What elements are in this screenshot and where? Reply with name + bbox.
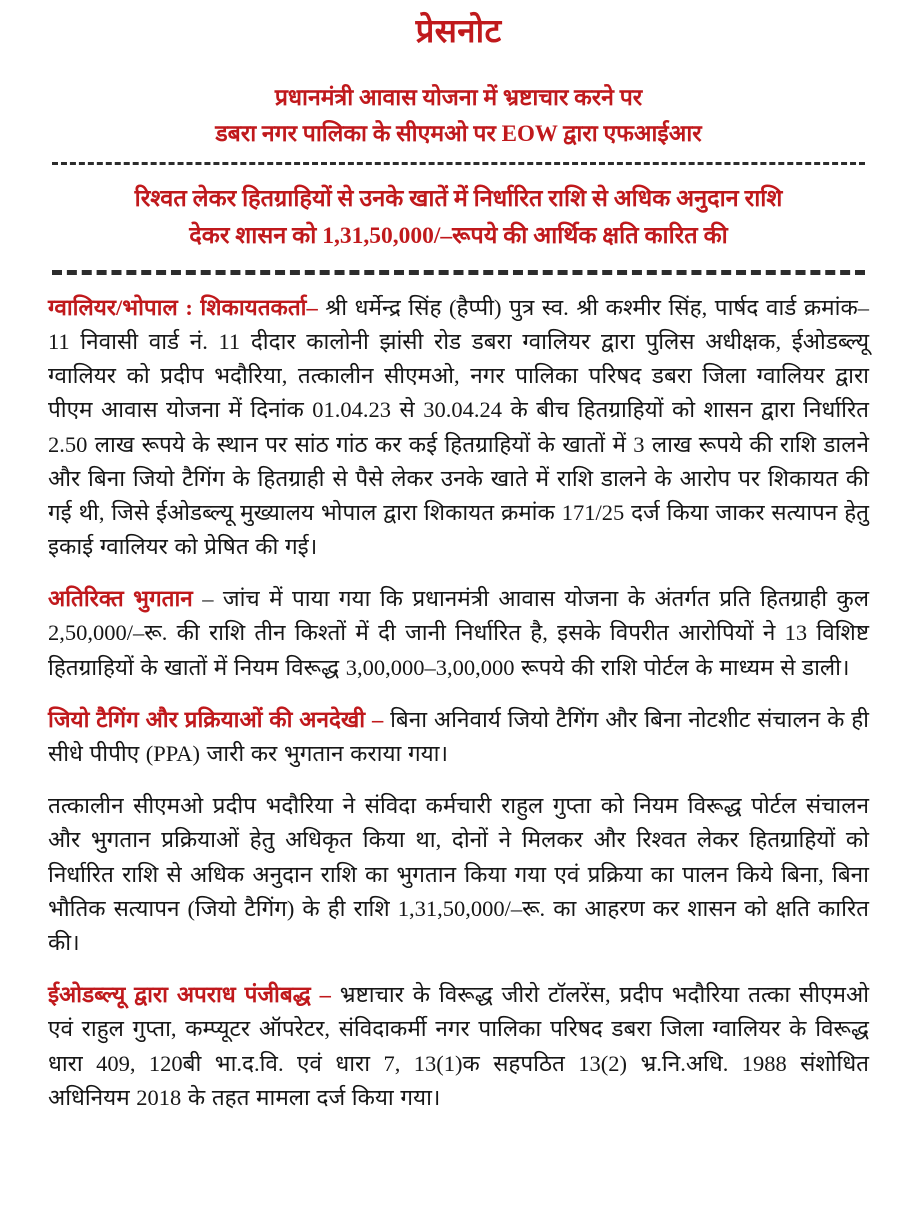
paragraph-complaint-text: श्री धर्मेन्द्र सिंह (हैप्पी) पुत्र स्व. श्री कश्मीर सिंह, पार्षद वार्ड क्रमांक–11 निवासी वार्ड नं. 11 दीदार कालोनी झांसी रोड डबरा ग्वालियर द्वारा पुलिस अधीक्षक, ईओडब्ल्यू ग्वालियर को प्रदीप भदौरिया, तत्कालीन सीएमओ, नगर पालिका परिषद डबरा जिला ग्वालियर द्वारा पीएम आवास योजना में दिनांक 01.04.23 से 30.04.24 के बीच हितग्राहियों को शासन द्वारा निर्धारित 2.50 लाख रूपये के स्थान पर सांठ गांठ कर कई हितग्राहियों के खातों में 3 लाख रूपये की राशि डालने और बिना जियो टैगिंग के हितग्राही से पैसे लेकर उनके खाते में राशि डालने के आरोप पर शिकायत की गई थी, जिसे ईओडब्ल्यू मुख्यालय भोपाल द्वारा शिकायत क्रमांक 171/25 दर्ज किया जाकर सत्यापन हेतु इकाई ग्वालियर को प्रेषित की गई। [48,294,869,560]
paragraph-fir-registered [48,978,869,1115]
paragraph-complaint-lead: ग्वालियर/भोपाल : शिकायतकर्ता– [48,294,318,320]
paragraph-geo-tagging [48,703,869,771]
subtitle-line-2: डबरा नगर पालिका के सीएमओ पर EOW द्वारा एफआईआर [215,120,702,146]
paragraph-extra-payment-text: जांच में पाया गया कि प्रधानमंत्री आवास योजना के अंतर्गत प्रति हितग्राही कुल 2,50,000/–रू. की राशि तीन किश्तों में दी जानी निर्धारित है, इसके विपरीत आरोपियों ने 13 विशिष्ट हितग्राहियों के खातों में नियम विरूद्ध 3,00,000–3,00,000 रूपये की राशि पोर्टल के माध्यम से डाली। [48,586,869,680]
paragraph-fir-registered-lead: ईओडब्ल्यू द्वारा अपराध पंजीबद्ध [48,982,311,1008]
paragraph-extra-payment-lead: अतिरिक्त भुगतान [48,586,193,612]
paragraph-fir-registered-text: भ्रष्टाचार के विरूद्ध जीरो टॉलरेंस, प्रदीप भदौरिया तत्का सीएमओ एवं राहुल गुप्ता, कम्प्यूटर ऑपरेटर, संविदाकर्मी नगर पालिका परिषद डबरा जिला ग्वालियर के विरूद्ध धारा 409, 120बी भा.द.वि. एवं धारा 7, 13(1)क सहपठित 13(2) भ्र.नि.अधि. 1988 संशोधित अधिनियम 2018 के तहत मामला दर्ज किया गया। [48,982,870,1110]
paragraph-geo-tagging-lead: जियो टैगिंग और प्रक्रियाओं की अनदेखी [48,706,366,732]
paragraph-geo-tagging-text: बिना अनिवार्य जियो टैगिंग और बिना नोटशीट संचालन के ही सीधे पीपीए (PPA) जारी कर भुगतान कराया गया। [48,706,869,767]
paragraph-extra-payment-dash: – [192,586,223,612]
banner-line-2: देकर शासन को 1,31,50,000/–रूपये की आर्थिक क्षति कारित की [189,223,728,250]
banner-claim [40,181,877,256]
subtitle-block [40,80,877,151]
page-title: प्रेसनोट [415,14,502,50]
separator-bottom [52,270,865,275]
paragraph-extra-payment [48,582,869,685]
press-note-page [0,14,917,1209]
body-content [40,291,877,1115]
separator-top [52,162,865,165]
subtitle-line-1: प्रधानमंत्री आवास योजना में भ्रष्टाचार करने पर [274,85,643,111]
banner-line-1: रिश्वत लेकर हितग्राहियों से उनके खातें में निर्धारित राशि से अधिक अनुदान राशि [134,185,783,212]
paragraph-geo-tagging-dash: – [365,706,391,732]
paragraph-cmo-role-text: तत्कालीन सीएमओ प्रदीप भदौरिया ने संविदा कर्मचारी राहुल गुप्ता को नियम विरूद्ध पोर्टल संचालन और भुगतान प्रक्रियाओं हेतु अधिकृत किया था, दोनों ने मिलकर और रिश्वत लेकर हितग्राहियों को निर्धारित राशि से अधिक अनुदान राशि का भुगतान किया गया एवं प्रक्रिया का पालन किये बिना, बिना भौतिक सत्यापन (जियो टैगिंग) के ही राशि 1,31,50,000/–रू. का आहरण कर शासन को क्षति कारित की। [48,793,869,955]
paragraph-fir-registered-dash: – [310,982,340,1008]
paragraph-complaint [48,291,869,565]
paragraph-cmo-role [48,789,869,960]
